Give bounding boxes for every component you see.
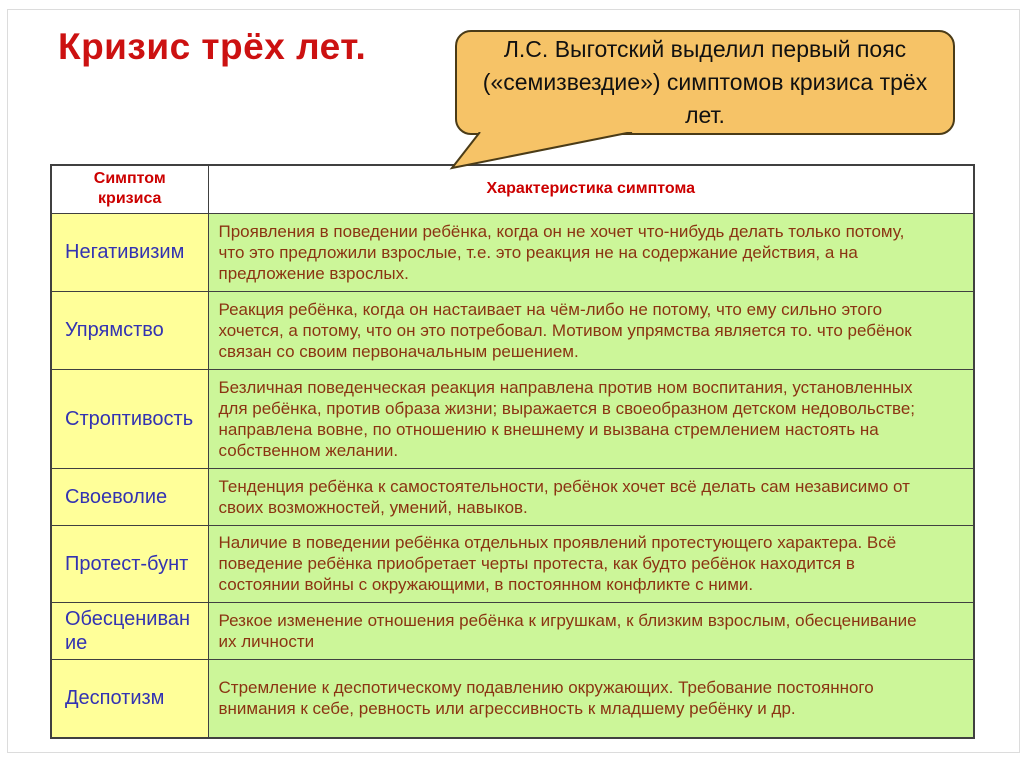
table-row [51, 525, 974, 602]
description-cell [208, 291, 974, 369]
symptom-cell [51, 525, 208, 602]
description-text: Проявления в поведении ребёнка, когда он не хочет что-нибудь делать только потому, что это предложили взрослые, т.е. это реакция не на содержание действия, а на предложение взрослых. [218, 221, 905, 283]
symptom-cell [51, 602, 208, 659]
symptom-label: Обесценивание [65, 607, 191, 654]
symptom-cell [51, 291, 208, 369]
symptom-label: Строптивость [65, 407, 194, 430]
table-row [51, 659, 974, 738]
symptom-cell [51, 369, 208, 468]
table-row [51, 213, 974, 291]
description-text: Резкое изменение отношения ребёнка к игрушкам, к близким взрослым, обесценивание их личности [218, 610, 917, 651]
description-text: Тенденция ребёнка к самостоятельности, ребёнок хочет всё делать сам независимо от своих возможностей, умений, навыков. [218, 476, 910, 517]
description-cell [208, 525, 974, 602]
table-header-row [51, 165, 974, 213]
callout-text: Л.С. Выготский выделил первый пояс («семизвездие») симптомов кризиса трёх лет. [482, 36, 928, 128]
symptom-label: Своеволие [65, 485, 168, 508]
symptom-label: Негативизим [65, 241, 185, 263]
description-text: Наличие в поведении ребёнка отдельных проявлений протестующего характера. Всё поведение ребёнка приобретает черты протеста, как будто ребёнок находится в состоянии войны с окружающими, в постоянном конфликте с ними. [218, 533, 897, 594]
description-text: Реакция ребёнка, когда он настаивает на чём-либо не потому, что ему сильно этого хочется, а потому, что он это потребовал. Мотивом упрямства является то. что ребёнок связан со своим первоначальным решением. [218, 299, 912, 361]
symptoms-table [50, 164, 975, 739]
column-header-characteristic: Характеристика симптома [208, 165, 974, 213]
column-header-symptom: Симптом кризиса [51, 165, 208, 213]
description-cell [208, 369, 974, 468]
table-row [51, 602, 974, 659]
symptom-label: Деспотизм [65, 687, 165, 710]
symptom-label: Протест-бунт [65, 552, 189, 575]
symptom-cell [51, 468, 208, 525]
table-row [51, 291, 974, 369]
page-title: Кризис трёх лет. [58, 26, 367, 67]
callout-tail-icon [446, 132, 646, 172]
description-text: Стремление к деспотическому подавлению окружающих. Требование постоянного внимания к себе, ревность или агрессивность к младшему ребёнку и др. [218, 678, 874, 719]
description-cell [208, 213, 974, 291]
table-row [51, 369, 974, 468]
vygotsky-callout [455, 30, 955, 135]
description-cell [208, 659, 974, 738]
description-cell [208, 468, 974, 525]
description-text: Безличная поведенческая реакция направлена против ном воспитания, установленных для ребёнка, против образа жизни; выражается в своеобразном детском недовольстве; направлена вовне, по отношению к внешнему и вызвана стремлением настоять на собственном желании. [218, 377, 916, 460]
symptom-cell [51, 213, 208, 291]
table-row [51, 468, 974, 525]
description-cell [208, 602, 974, 659]
symptom-label: Упрямство [65, 319, 164, 341]
symptom-cell [51, 659, 208, 738]
